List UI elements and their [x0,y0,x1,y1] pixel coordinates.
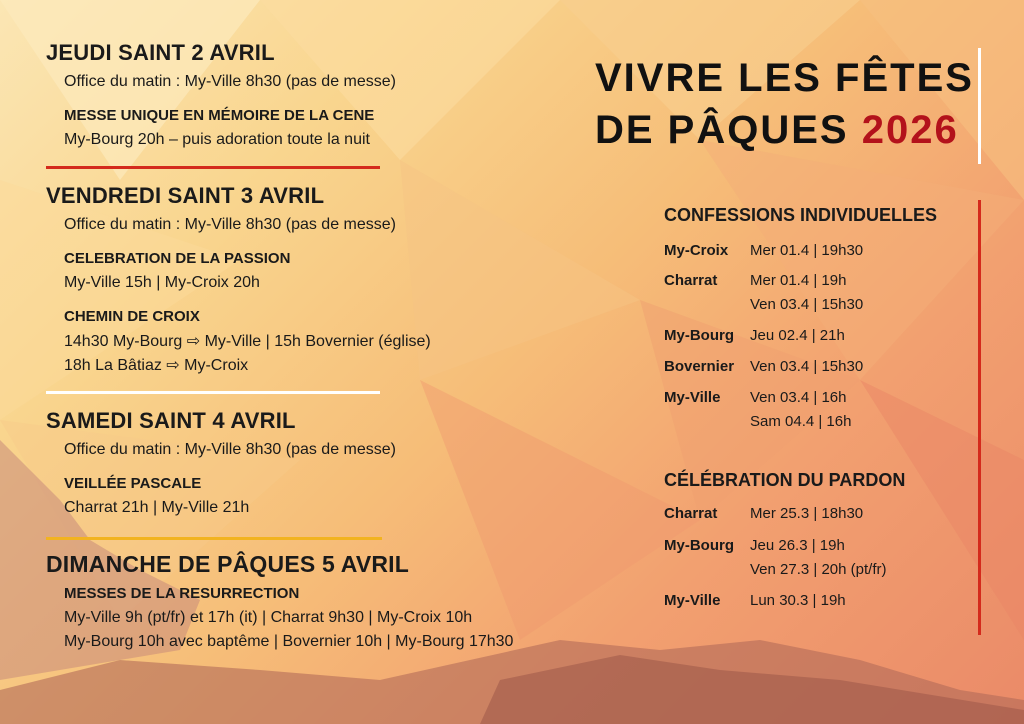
title-white-bar [978,48,981,164]
divider-red [46,166,380,169]
title-line-1: VIVRE LES FÊTES [595,56,974,100]
pardon-time: Lun 30.3 | 19h [750,592,846,609]
title-year: 2026 [861,108,959,152]
event-heading-chemin: CHEMIN DE CROIX [64,308,200,325]
event-heading-resurrection: MESSES DE LA RESURRECTION [64,585,300,602]
day-title-vendredi: VENDREDI SAINT 3 AVRIL [46,183,325,208]
day-title-jeudi: JEUDI SAINT 2 AVRIL [46,40,275,65]
page-title [595,52,974,156]
event-heading-passion: CELEBRATION DE LA PASSION [64,250,291,267]
confession-place: My-Ville [664,389,721,406]
confession-time: Mer 01.4 | 19h30 [750,242,864,259]
confession-time: Jeu 02.4 | 21h [750,327,845,344]
pardon-place: My-Bourg [664,537,734,554]
confessions-heading: CONFESSIONS INDIVIDUELLES [664,205,938,225]
divider-yellow [46,537,382,540]
pardon-place: Charrat [664,505,718,522]
event-line-resurrection-2: My-Bourg 10h avec baptême | Bovernier 10h | My-Bourg 17h30 [64,633,514,650]
confession-time: Mer 01.4 | 19h [750,272,847,289]
title-line-2-text: DE PÂQUES [595,108,849,152]
confession-time: Ven 03.4 | 15h30 [750,296,864,313]
event-heading-cene: MESSE UNIQUE EN MÉMOIRE DE LA CENE [64,107,375,124]
divider-white [46,391,380,394]
event-line-passion: My-Ville 15h | My-Croix 20h [64,274,260,291]
confession-time: Ven 03.4 | 15h30 [750,358,864,375]
pardon-place: My-Ville [664,592,721,609]
title-line-2 [595,104,974,156]
confession-time: Sam 04.4 | 16h [750,413,852,430]
day-title-samedi: SAMEDI SAINT 4 AVRIL [46,408,296,433]
confession-time: Ven 03.4 | 16h [750,389,847,406]
event-heading-veillee: VEILLÉE PASCALE [64,475,202,492]
pardon-time: Mer 25.3 | 18h30 [750,505,864,522]
event-line-chemin-1: 14h30 My-Bourg ⇨ My-Ville | 15h Bovernier (église) [64,333,431,350]
pardon-heading: CÉLÉBRATION DU PARDON [664,470,906,490]
right-red-bar [978,200,981,635]
confession-place: Bovernier [664,358,735,375]
event-line-resurrection-1: My-Ville 9h (pt/fr) et 17h (it) | Charrat 9h30 | My-Croix 10h [64,609,473,626]
pardon-time: Jeu 26.3 | 19h [750,537,845,554]
pardon-time: Ven 27.3 | 20h (pt/fr) [750,561,887,578]
office-jeudi: Office du matin : My-Ville 8h30 (pas de messe) [64,73,396,90]
confession-place: My-Bourg [664,327,734,344]
office-samedi: Office du matin : My-Ville 8h30 (pas de messe) [64,441,396,458]
event-line-cene: My-Bourg 20h – puis adoration toute la nuit [64,131,370,148]
event-line-chemin-2: 18h La Bâtiaz ⇨ My-Croix [64,357,249,374]
confession-place: Charrat [664,272,718,289]
office-vendredi: Office du matin : My-Ville 8h30 (pas de messe) [64,216,396,233]
confession-place: My-Croix [664,242,729,259]
day-title-dimanche: DIMANCHE DE PÂQUES 5 AVRIL [46,551,410,577]
event-line-veillee: Charrat 21h | My-Ville 21h [64,499,250,516]
